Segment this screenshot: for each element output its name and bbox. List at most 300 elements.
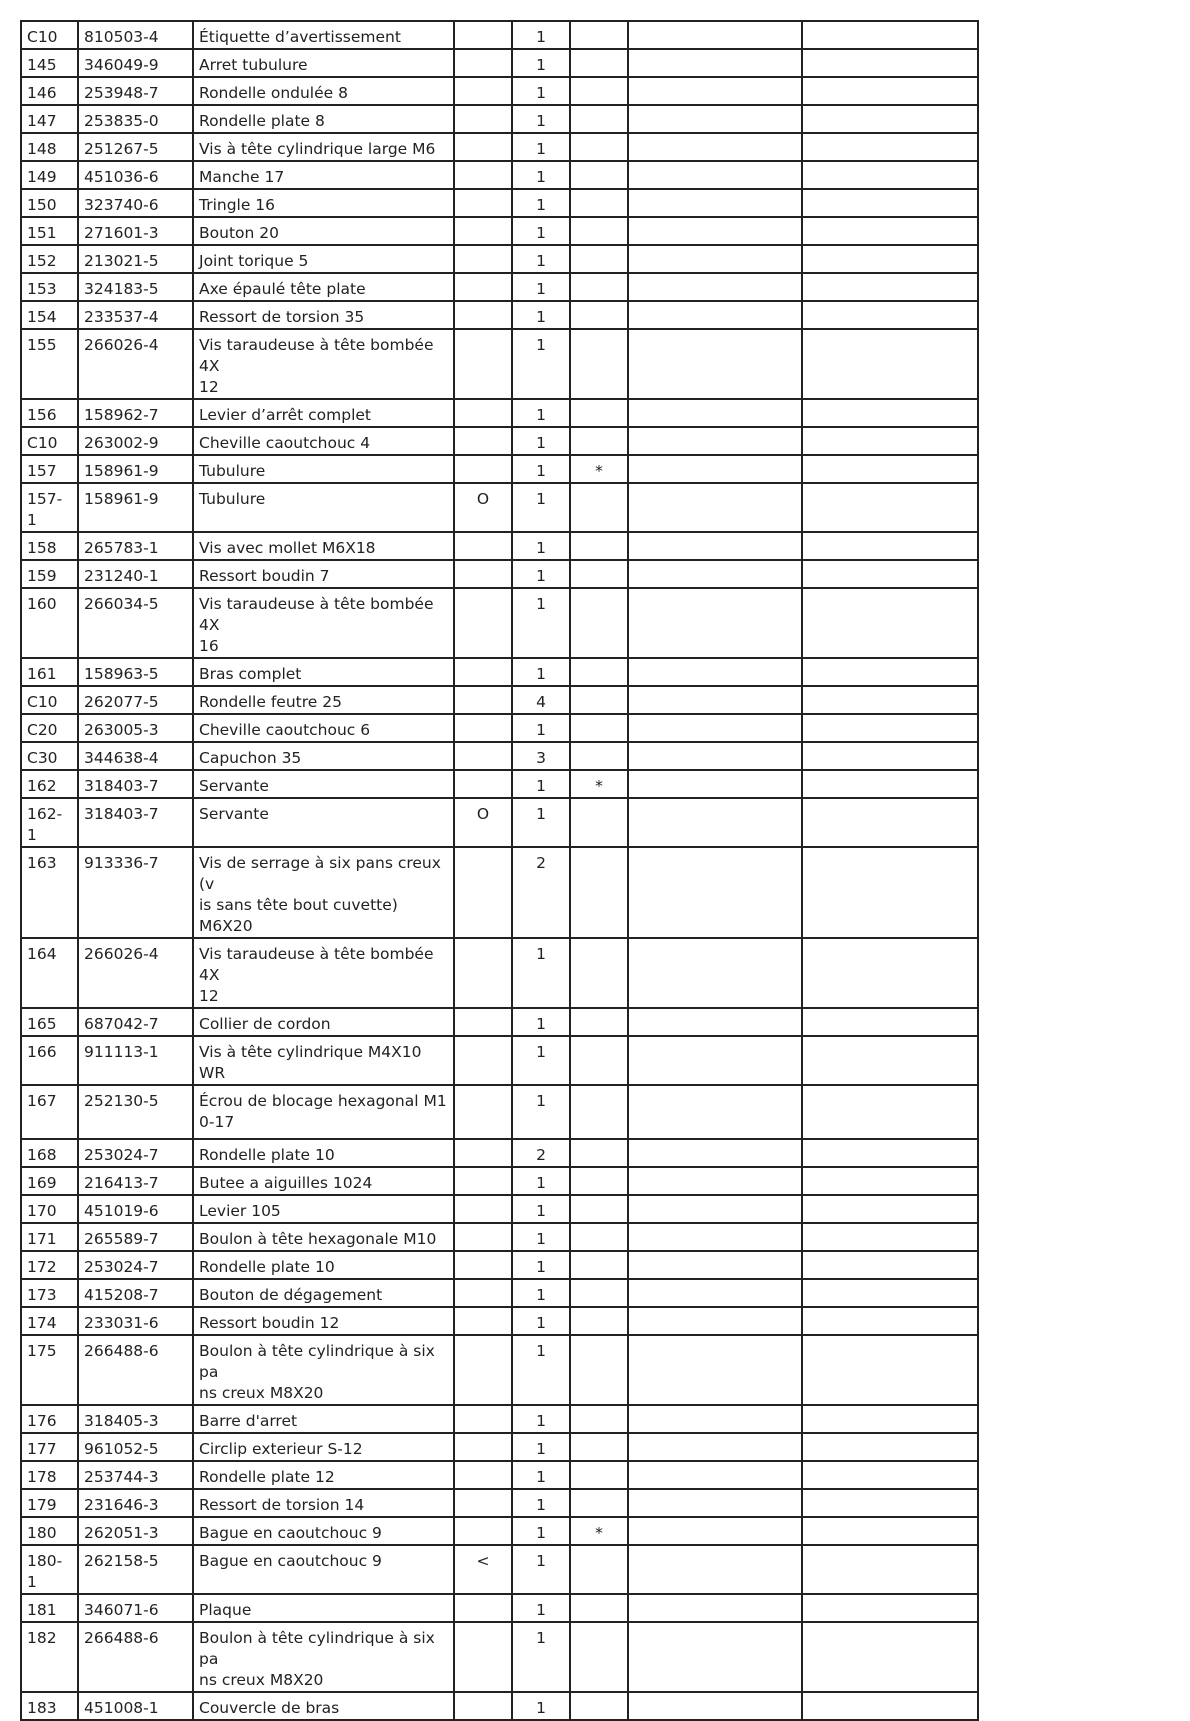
blank-cell — [802, 1139, 978, 1167]
table-row — [21, 1433, 978, 1461]
description-cell: Vis de serrage à six pans creux (v is sans tête bout cuvette) M6X20 — [193, 847, 454, 938]
description-cell: Vis à tête cylindrique large M6 — [193, 133, 454, 161]
note-mark-cell — [570, 1008, 628, 1036]
table-row — [21, 21, 978, 49]
table-row — [21, 133, 978, 161]
description-cell: Servante — [193, 770, 454, 798]
note-mark-cell — [570, 1307, 628, 1335]
option-cell — [454, 1167, 512, 1195]
part-number-cell: 911113-1 — [78, 1036, 193, 1085]
quantity-cell: 1 — [512, 105, 570, 133]
blank-cell — [802, 532, 978, 560]
description-cell: Rondelle plate 10 — [193, 1251, 454, 1279]
ref-number-cell: 180-1 — [21, 1545, 78, 1594]
table-row — [21, 686, 978, 714]
ref-number-cell: 180 — [21, 1517, 78, 1545]
blank-cell — [802, 1594, 978, 1622]
blank-cell — [628, 847, 802, 938]
ref-number-cell: C20 — [21, 714, 78, 742]
part-number-cell: 253835-0 — [78, 105, 193, 133]
description-cell: Couvercle de bras — [193, 1692, 454, 1720]
note-mark-cell — [570, 483, 628, 532]
quantity-cell: 1 — [512, 329, 570, 399]
quantity-cell: 1 — [512, 1251, 570, 1279]
description-cell: Bouton 20 — [193, 217, 454, 245]
note-mark-cell — [570, 189, 628, 217]
blank-cell — [628, 21, 802, 49]
description-cell: Écrou de blocage hexagonal M1 0-17 — [193, 1085, 454, 1139]
ref-number-cell: 182 — [21, 1622, 78, 1692]
quantity-cell: 1 — [512, 1405, 570, 1433]
table-row — [21, 588, 978, 658]
quantity-cell: 1 — [512, 189, 570, 217]
quantity-cell: 1 — [512, 588, 570, 658]
blank-cell — [628, 1545, 802, 1594]
note-mark-cell — [570, 217, 628, 245]
table-row — [21, 1195, 978, 1223]
table-row — [21, 49, 978, 77]
note-mark-cell — [570, 1085, 628, 1139]
ref-number-cell: 179 — [21, 1489, 78, 1517]
option-cell — [454, 714, 512, 742]
blank-cell — [802, 1489, 978, 1517]
part-number-cell: 158963-5 — [78, 658, 193, 686]
blank-cell — [628, 588, 802, 658]
blank-cell — [802, 658, 978, 686]
parts-table-body — [21, 21, 978, 1720]
quantity-cell: 1 — [512, 1433, 570, 1461]
table-row — [21, 189, 978, 217]
description-cell: Rondelle feutre 25 — [193, 686, 454, 714]
table-row — [21, 1251, 978, 1279]
quantity-cell: 1 — [512, 399, 570, 427]
quantity-cell: 4 — [512, 686, 570, 714]
option-cell — [454, 21, 512, 49]
ref-number-cell: 157 — [21, 455, 78, 483]
blank-cell — [628, 1517, 802, 1545]
table-row — [21, 1517, 978, 1545]
table-row — [21, 847, 978, 938]
part-number-cell: 262077-5 — [78, 686, 193, 714]
blank-cell — [628, 399, 802, 427]
description-cell: Rondelle plate 12 — [193, 1461, 454, 1489]
table-row — [21, 1405, 978, 1433]
note-mark-cell — [570, 1405, 628, 1433]
quantity-cell: 1 — [512, 273, 570, 301]
description-cell: Boulon à tête cylindrique à six pa ns creux M8X20 — [193, 1622, 454, 1692]
option-cell — [454, 189, 512, 217]
blank-cell — [628, 1139, 802, 1167]
quantity-cell: 1 — [512, 658, 570, 686]
table-row — [21, 560, 978, 588]
description-cell: Bague en caoutchouc 9 — [193, 1517, 454, 1545]
table-row — [21, 1594, 978, 1622]
blank-cell — [628, 77, 802, 105]
part-number-cell: 158961-9 — [78, 483, 193, 532]
quantity-cell: 1 — [512, 1622, 570, 1692]
ref-number-cell: 152 — [21, 245, 78, 273]
quantity-cell: 1 — [512, 1085, 570, 1139]
part-number-cell: 415208-7 — [78, 1279, 193, 1307]
note-mark-cell — [570, 301, 628, 329]
option-cell — [454, 1195, 512, 1223]
quantity-cell: 1 — [512, 1692, 570, 1720]
quantity-cell: 1 — [512, 532, 570, 560]
blank-cell — [628, 189, 802, 217]
ref-number-cell: 163 — [21, 847, 78, 938]
note-mark-cell — [570, 1545, 628, 1594]
ref-number-cell: C10 — [21, 21, 78, 49]
part-number-cell: 451036-6 — [78, 161, 193, 189]
blank-cell — [628, 714, 802, 742]
description-cell: Ressort boudin 7 — [193, 560, 454, 588]
part-number-cell: 451008-1 — [78, 1692, 193, 1720]
part-number-cell: 266034-5 — [78, 588, 193, 658]
ref-number-cell: 145 — [21, 49, 78, 77]
ref-number-cell: 171 — [21, 1223, 78, 1251]
note-mark-cell — [570, 1433, 628, 1461]
blank-cell — [802, 1433, 978, 1461]
part-number-cell: 265589-7 — [78, 1223, 193, 1251]
ref-number-cell: 174 — [21, 1307, 78, 1335]
ref-number-cell: 177 — [21, 1433, 78, 1461]
note-mark-cell — [570, 1692, 628, 1720]
option-cell — [454, 770, 512, 798]
blank-cell — [628, 938, 802, 1008]
option-cell — [454, 1489, 512, 1517]
ref-number-cell: C10 — [21, 686, 78, 714]
quantity-cell: 1 — [512, 483, 570, 532]
blank-cell — [628, 329, 802, 399]
quantity-cell: 1 — [512, 1008, 570, 1036]
ref-number-cell: 167 — [21, 1085, 78, 1139]
blank-cell — [802, 1279, 978, 1307]
ref-number-cell: 160 — [21, 588, 78, 658]
table-row — [21, 1461, 978, 1489]
blank-cell — [628, 1195, 802, 1223]
ref-number-cell: 170 — [21, 1195, 78, 1223]
description-cell: Vis taraudeuse à tête bombée 4X 12 — [193, 329, 454, 399]
part-number-cell: 262051-3 — [78, 1517, 193, 1545]
note-mark-cell: * — [570, 1517, 628, 1545]
ref-number-cell: 172 — [21, 1251, 78, 1279]
table-row — [21, 1489, 978, 1517]
description-cell: Axe épaulé tête plate — [193, 273, 454, 301]
blank-cell — [802, 483, 978, 532]
quantity-cell: 1 — [512, 714, 570, 742]
description-cell: Servante — [193, 798, 454, 847]
option-cell — [454, 847, 512, 938]
blank-cell — [802, 399, 978, 427]
note-mark-cell — [570, 847, 628, 938]
description-cell: Cheville caoutchouc 6 — [193, 714, 454, 742]
table-row — [21, 1085, 978, 1139]
description-cell: Circlip exterieur S-12 — [193, 1433, 454, 1461]
quantity-cell: 1 — [512, 1223, 570, 1251]
quantity-cell: 1 — [512, 1307, 570, 1335]
ref-number-cell: 146 — [21, 77, 78, 105]
ref-number-cell: 169 — [21, 1167, 78, 1195]
option-cell — [454, 532, 512, 560]
table-row — [21, 77, 978, 105]
table-row — [21, 483, 978, 532]
note-mark-cell — [570, 245, 628, 273]
part-number-cell: 266488-6 — [78, 1335, 193, 1405]
note-mark-cell — [570, 1461, 628, 1489]
part-number-cell: 266488-6 — [78, 1622, 193, 1692]
blank-cell — [802, 217, 978, 245]
ref-number-cell: 162 — [21, 770, 78, 798]
part-number-cell: 252130-5 — [78, 1085, 193, 1139]
part-number-cell: 253744-3 — [78, 1461, 193, 1489]
note-mark-cell: * — [570, 770, 628, 798]
option-cell — [454, 1223, 512, 1251]
table-row — [21, 742, 978, 770]
blank-cell — [628, 532, 802, 560]
ref-number-cell: 155 — [21, 329, 78, 399]
part-number-cell: 346071-6 — [78, 1594, 193, 1622]
description-cell: Bague en caoutchouc 9 — [193, 1545, 454, 1594]
blank-cell — [628, 1223, 802, 1251]
note-mark-cell — [570, 532, 628, 560]
blank-cell — [628, 301, 802, 329]
option-cell — [454, 1335, 512, 1405]
ref-number-cell: 178 — [21, 1461, 78, 1489]
option-cell — [454, 686, 512, 714]
blank-cell — [802, 455, 978, 483]
ref-number-cell: 166 — [21, 1036, 78, 1085]
note-mark-cell — [570, 714, 628, 742]
note-mark-cell — [570, 105, 628, 133]
note-mark-cell — [570, 1489, 628, 1517]
blank-cell — [628, 1594, 802, 1622]
blank-cell — [802, 301, 978, 329]
blank-cell — [628, 742, 802, 770]
description-cell: Ressort de torsion 35 — [193, 301, 454, 329]
option-cell — [454, 658, 512, 686]
ref-number-cell: 158 — [21, 532, 78, 560]
quantity-cell: 1 — [512, 1517, 570, 1545]
description-cell: Vis taraudeuse à tête bombée 4X 16 — [193, 588, 454, 658]
part-number-cell: 451019-6 — [78, 1195, 193, 1223]
quantity-cell: 1 — [512, 455, 570, 483]
table-row — [21, 938, 978, 1008]
description-cell: Rondelle plate 10 — [193, 1139, 454, 1167]
blank-cell — [628, 273, 802, 301]
quantity-cell: 1 — [512, 1489, 570, 1517]
ref-number-cell: 173 — [21, 1279, 78, 1307]
quantity-cell: 1 — [512, 77, 570, 105]
part-number-cell: 253024-7 — [78, 1139, 193, 1167]
option-cell — [454, 1461, 512, 1489]
blank-cell — [628, 798, 802, 847]
quantity-cell: 3 — [512, 742, 570, 770]
quantity-cell: 1 — [512, 1545, 570, 1594]
note-mark-cell — [570, 49, 628, 77]
option-cell: O — [454, 483, 512, 532]
table-row — [21, 1036, 978, 1085]
description-cell: Barre d'arret — [193, 1405, 454, 1433]
part-number-cell: 233031-6 — [78, 1307, 193, 1335]
part-number-cell: 266026-4 — [78, 938, 193, 1008]
blank-cell — [628, 483, 802, 532]
blank-cell — [628, 1489, 802, 1517]
blank-cell — [628, 1167, 802, 1195]
blank-cell — [802, 798, 978, 847]
blank-cell — [628, 770, 802, 798]
blank-cell — [628, 1405, 802, 1433]
blank-cell — [628, 133, 802, 161]
option-cell — [454, 1008, 512, 1036]
blank-cell — [802, 1195, 978, 1223]
table-row — [21, 658, 978, 686]
blank-cell — [802, 1036, 978, 1085]
option-cell — [454, 427, 512, 455]
blank-cell — [628, 427, 802, 455]
blank-cell — [802, 770, 978, 798]
note-mark-cell — [570, 1036, 628, 1085]
blank-cell — [802, 1461, 978, 1489]
note-mark-cell — [570, 938, 628, 1008]
ref-number-cell: 151 — [21, 217, 78, 245]
ref-number-cell: 164 — [21, 938, 78, 1008]
description-cell: Collier de cordon — [193, 1008, 454, 1036]
blank-cell — [802, 21, 978, 49]
table-row — [21, 455, 978, 483]
blank-cell — [802, 273, 978, 301]
blank-cell — [628, 1335, 802, 1405]
option-cell — [454, 301, 512, 329]
blank-cell — [802, 427, 978, 455]
table-row — [21, 770, 978, 798]
description-cell: Étiquette d’avertissement — [193, 21, 454, 49]
description-cell: Vis à tête cylindrique M4X10 WR — [193, 1036, 454, 1085]
blank-cell — [802, 1692, 978, 1720]
blank-cell — [802, 1223, 978, 1251]
note-mark-cell — [570, 77, 628, 105]
option-cell — [454, 105, 512, 133]
table-row — [21, 1139, 978, 1167]
table-row — [21, 1307, 978, 1335]
blank-cell — [802, 161, 978, 189]
option-cell — [454, 217, 512, 245]
note-mark-cell — [570, 1279, 628, 1307]
quantity-cell: 1 — [512, 770, 570, 798]
description-cell: Bouton de dégagement — [193, 1279, 454, 1307]
note-mark-cell — [570, 560, 628, 588]
note-mark-cell — [570, 1594, 628, 1622]
part-number-cell: 318405-3 — [78, 1405, 193, 1433]
option-cell: O — [454, 798, 512, 847]
description-cell: Plaque — [193, 1594, 454, 1622]
option-cell — [454, 245, 512, 273]
ref-number-cell: 159 — [21, 560, 78, 588]
blank-cell — [802, 49, 978, 77]
blank-cell — [802, 245, 978, 273]
option-cell — [454, 273, 512, 301]
blank-cell — [802, 847, 978, 938]
blank-cell — [802, 560, 978, 588]
note-mark-cell — [570, 161, 628, 189]
ref-number-cell: 168 — [21, 1139, 78, 1167]
part-number-cell: 213021-5 — [78, 245, 193, 273]
note-mark-cell — [570, 21, 628, 49]
blank-cell — [628, 161, 802, 189]
table-row — [21, 1622, 978, 1692]
blank-cell — [802, 1251, 978, 1279]
description-cell: Levier 105 — [193, 1195, 454, 1223]
ref-number-cell: 149 — [21, 161, 78, 189]
description-cell: Levier d’arrêt complet — [193, 399, 454, 427]
table-row — [21, 301, 978, 329]
ref-number-cell: 181 — [21, 1594, 78, 1622]
table-row — [21, 1545, 978, 1594]
option-cell — [454, 588, 512, 658]
ref-number-cell: 147 — [21, 105, 78, 133]
option-cell — [454, 1594, 512, 1622]
table-row — [21, 1279, 978, 1307]
description-cell: Boulon à tête cylindrique à six pa ns creux M8X20 — [193, 1335, 454, 1405]
parts-list-page — [20, 20, 977, 1721]
ref-number-cell: 175 — [21, 1335, 78, 1405]
option-cell — [454, 1433, 512, 1461]
note-mark-cell — [570, 1335, 628, 1405]
blank-cell — [802, 77, 978, 105]
parts-table — [20, 20, 979, 1721]
ref-number-cell: 153 — [21, 273, 78, 301]
table-row — [21, 532, 978, 560]
blank-cell — [628, 1433, 802, 1461]
blank-cell — [628, 1036, 802, 1085]
table-row — [21, 273, 978, 301]
blank-cell — [802, 686, 978, 714]
blank-cell — [628, 1085, 802, 1139]
description-cell: Butee a aiguilles 1024 — [193, 1167, 454, 1195]
table-row — [21, 714, 978, 742]
part-number-cell: 253024-7 — [78, 1251, 193, 1279]
part-number-cell: 253948-7 — [78, 77, 193, 105]
table-row — [21, 1008, 978, 1036]
note-mark-cell — [570, 1167, 628, 1195]
option-cell: < — [454, 1545, 512, 1594]
ref-number-cell: C10 — [21, 427, 78, 455]
blank-cell — [628, 245, 802, 273]
blank-cell — [802, 1008, 978, 1036]
blank-cell — [628, 1251, 802, 1279]
quantity-cell: 1 — [512, 1195, 570, 1223]
description-cell: Tubulure — [193, 455, 454, 483]
description-cell: Bras complet — [193, 658, 454, 686]
blank-cell — [628, 1307, 802, 1335]
quantity-cell: 1 — [512, 1594, 570, 1622]
blank-cell — [802, 1085, 978, 1139]
part-number-cell: 262158-5 — [78, 1545, 193, 1594]
description-cell: Arret tubulure — [193, 49, 454, 77]
part-number-cell: 263002-9 — [78, 427, 193, 455]
ref-number-cell: 156 — [21, 399, 78, 427]
note-mark-cell — [570, 1195, 628, 1223]
part-number-cell: 265783-1 — [78, 532, 193, 560]
note-mark-cell — [570, 686, 628, 714]
blank-cell — [802, 133, 978, 161]
part-number-cell: 271601-3 — [78, 217, 193, 245]
quantity-cell: 1 — [512, 161, 570, 189]
blank-cell — [628, 1692, 802, 1720]
note-mark-cell — [570, 427, 628, 455]
note-mark-cell — [570, 1622, 628, 1692]
note-mark-cell — [570, 588, 628, 658]
table-row — [21, 329, 978, 399]
